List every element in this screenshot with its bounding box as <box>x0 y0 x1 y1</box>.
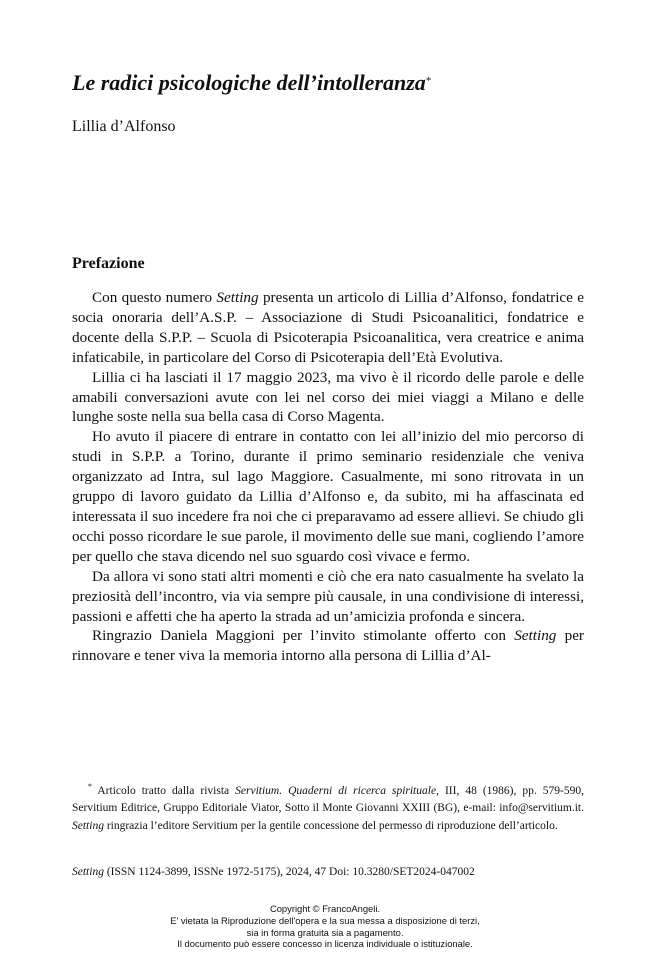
citation-details: (ISSN 1124-3899, ISSNe 1972-5175), 2024, 47 Doi: 10.3280/SET2024-047002 <box>103 866 475 878</box>
paragraph <box>72 368 584 428</box>
paragraph <box>72 427 584 566</box>
footnote <box>72 778 584 835</box>
italic-text: Servitium. Quaderni di ricerca spirituale <box>235 784 437 797</box>
body-text <box>72 288 584 666</box>
text-run: Lillia ci ha lasciati il 17 maggio 2023, ma vivo è il ricordo delle parole e delle amabili conversazioni avute con lei nel corso dei miei viaggi a Milano e delle lunghe soste nella sua bella casa di Corso Magenta. <box>72 368 584 426</box>
text-run: Ho avuto il piacere di entrare in contatto con lei all’inizio del mio percorso di studi in S.P.P. a Torino, durante il primo seminario residenziale che veniva organizzato ad Intra, sul lago Maggiore. Casualmente, mi sono ritrovata in un gruppo di lavoro guidato da Lillia d’Alfonso e, da subito, mi ha affascinata ed interessata il suo incedere fra noi che ci preparavamo ad essere allievi. Se chiudo gli occhi posso ricordare le sue parole, il movimento delle sue mani, cogliendo l’amore per quello che stava dicendo nel suo sguardo così vivace e fermo. <box>72 428 584 565</box>
paragraph <box>72 626 584 666</box>
article-title-text: Le radici psicologiche dell’intolleranza <box>72 70 426 95</box>
paragraph <box>72 567 584 627</box>
citation-journal: Setting <box>72 866 104 878</box>
footnote-mark: * <box>88 782 92 791</box>
italic-text: Setting <box>72 819 104 832</box>
copyright-line: Copyright © FrancoAngeli. <box>269 903 381 914</box>
paragraph <box>72 288 584 368</box>
text-run: presenta un articolo di Lillia d’Alfonso, fondatrice e socia onoraria dell’A.S.P. – Associazione di Studi Psicoanalitici, fondatrice e docente della S.P.P. – Scuola di Psicoterapia Psicoanalitica, vera creatrice e anima infaticabile, in particolare del Corso di Psicoterapia dell’Età Evolutiva. <box>72 289 584 366</box>
text-run: , III, 48 (1986), pp. 579-590, Servitium Editrice, Gruppo Editoriale Viator, Sotto il Monte Giovanni XXIII (BG), e-mail: info@servitium.it. <box>72 784 584 815</box>
copyright-notice <box>0 903 650 950</box>
italic-text: Setting <box>514 627 557 645</box>
copyright-line: Il documento può essere concesso in licenza individuale o istituzionale. <box>177 938 473 950</box>
author-name: Lillia d’Alfonso <box>72 118 176 135</box>
text-run: per rinnovare e tener viva la memoria intorno alla persona di Lillia d’Al- <box>72 627 584 665</box>
article-title <box>72 68 431 98</box>
copyright-line: sia in forma gratuita sia a pagamento. <box>246 926 404 938</box>
text-run: Articolo tratto dalla rivista <box>92 784 236 797</box>
text-run: ringrazia l’editore Servitium per la gentile concessione del permesso di riproduzione dell’articolo. <box>103 819 558 832</box>
text-run: Da allora vi sono stati altri momenti e ciò che era nato casualmente ha svelato la preziosità dell’incontro, via via sempre più causale, in una condivisione di interessi, passioni e affetti che ha aperto la strada ad un’amicizia profonda e sincera. <box>72 567 584 625</box>
italic-text: Setting <box>216 289 259 306</box>
copyright-line: E' vietata la Riproduzione dell'opera e la sua messa a disposizione di terzi, <box>170 914 480 926</box>
text-run: Ringrazio Daniela Maggioni per l’invito stimolante offerto con <box>92 627 515 645</box>
title-footnote-mark[interactable]: * <box>425 75 432 87</box>
journal-citation <box>72 864 475 880</box>
section-heading: Prefazione <box>72 255 145 272</box>
text-run: Con questo numero <box>92 289 217 306</box>
